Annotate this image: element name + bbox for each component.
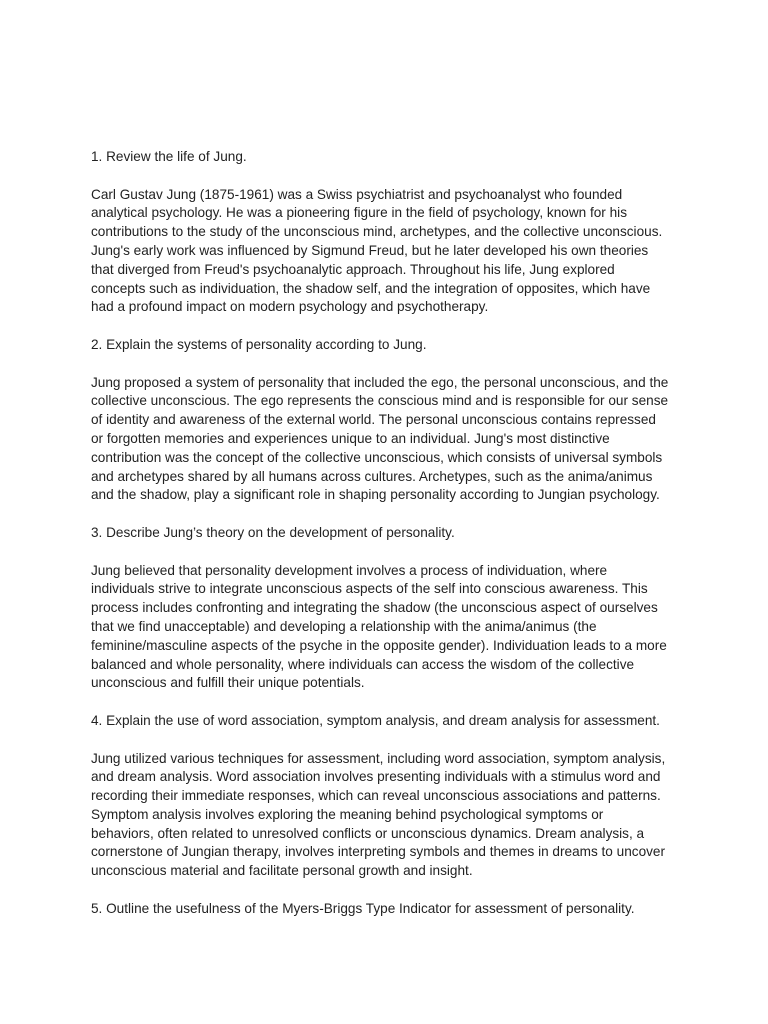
answer-line: balanced and whole personality, where individuals can access the wisdom of the collective (91, 656, 635, 672)
answer-line: Carl Gustav Jung (1875-1961) was a Swiss psychiatrist and psychoanalyst who founded (91, 186, 623, 202)
answer-paragraph (91, 750, 681, 882)
answer-line: Jung believed that personality development involves a process of individuation, where (91, 562, 608, 578)
answer-line: contribution was the concept of the collective unconscious, which consists of universal symbols (91, 449, 663, 465)
section-4 (91, 712, 681, 881)
answer-line: that diverged from Freud's psychoanalytic approach. Throughout his life, Jung explored (91, 261, 615, 277)
section-2 (91, 336, 681, 505)
question-heading: 4. Explain the use of word association, symptom analysis, and dream analysis for assessment. (91, 712, 660, 728)
answer-line: Jung utilized various techniques for assessment, including word association, symptom analysis, (91, 750, 666, 766)
answer-line: analytical psychology. He was a pioneering figure in the field of psychology, known for his (91, 205, 627, 221)
question-heading: 3. Describe Jung’s theory on the development of personality. (91, 524, 455, 540)
answer-line: Jung's early work was influenced by Sigmund Freud, but he later developed his own theories (91, 242, 649, 258)
answer-line: of identity and awareness of the external world. The personal unconscious contains repressed (91, 412, 656, 428)
answer-line: Symptom analysis involves exploring the meaning behind psychological symptoms or (91, 806, 604, 822)
answer-line: and dream analysis. Word association involves presenting individuals with a stimulus word and (91, 769, 661, 785)
question-heading: 5. Outline the usefulness of the Myers-Briggs Type Indicator for assessment of personality. (91, 900, 635, 916)
answer-line: unconscious and fulfill their unique potentials. (91, 675, 365, 691)
answer-line: and the shadow, play a significant role in shaping personality according to Jungian psychology. (91, 487, 660, 503)
answer-line: Jung proposed a system of personality that included the ego, the personal unconscious, and the (91, 374, 669, 390)
question-heading: 1. Review the life of Jung. (91, 149, 247, 164)
question-heading: 2. Explain the systems of personality according to Jung. (91, 336, 427, 352)
answer-line: feminine/masculine aspects of the psyche in the opposite gender). Individuation leads to a more (91, 637, 667, 653)
answer-line: process includes confronting and integrating the shadow (the unconscious aspect of ourselves (91, 600, 658, 616)
document-page (91, 148, 681, 919)
answer-line: that we find unacceptable) and developing a relationship with the anima/animus (the (91, 618, 597, 634)
answer-line: recording their immediate responses, which can reveal unconscious associations and patterns. (91, 788, 661, 804)
answer-line: contributions to the study of the unconscious mind, archetypes, and the collective unconscious. (91, 224, 663, 240)
answer-line: unconscious material and facilitate personal growth and insight. (91, 863, 473, 879)
answer-line: cornerstone of Jungian therapy, involves interpreting symbols and themes in dreams to uncover (91, 844, 666, 860)
answer-paragraph (91, 186, 681, 318)
answer-line: concepts such as individuation, the shadow self, and the integration of opposites, which have (91, 280, 651, 296)
answer-line: had a profound impact on modern psychology and psychotherapy. (91, 299, 489, 315)
answer-line: behaviors, often related to unresolved conflicts or unconscious dynamics. Dream analysis, a (91, 825, 645, 841)
answer-paragraph (91, 374, 681, 506)
section-3 (91, 524, 681, 693)
answer-paragraph (91, 562, 681, 694)
section-1 (91, 148, 681, 317)
section-5 (91, 900, 681, 919)
answer-line: and archetypes shared by all humans across cultures. Archetypes, such as the anima/animus (91, 468, 653, 484)
answer-line: collective unconscious. The ego represents the conscious mind and is responsible for our sense (91, 393, 669, 409)
answer-line: individuals strive to integrate unconscious aspects of the self into conscious awareness. This (91, 581, 648, 597)
answer-line: or forgotten memories and experiences unique to an individual. Jung's most distinctive (91, 430, 610, 446)
